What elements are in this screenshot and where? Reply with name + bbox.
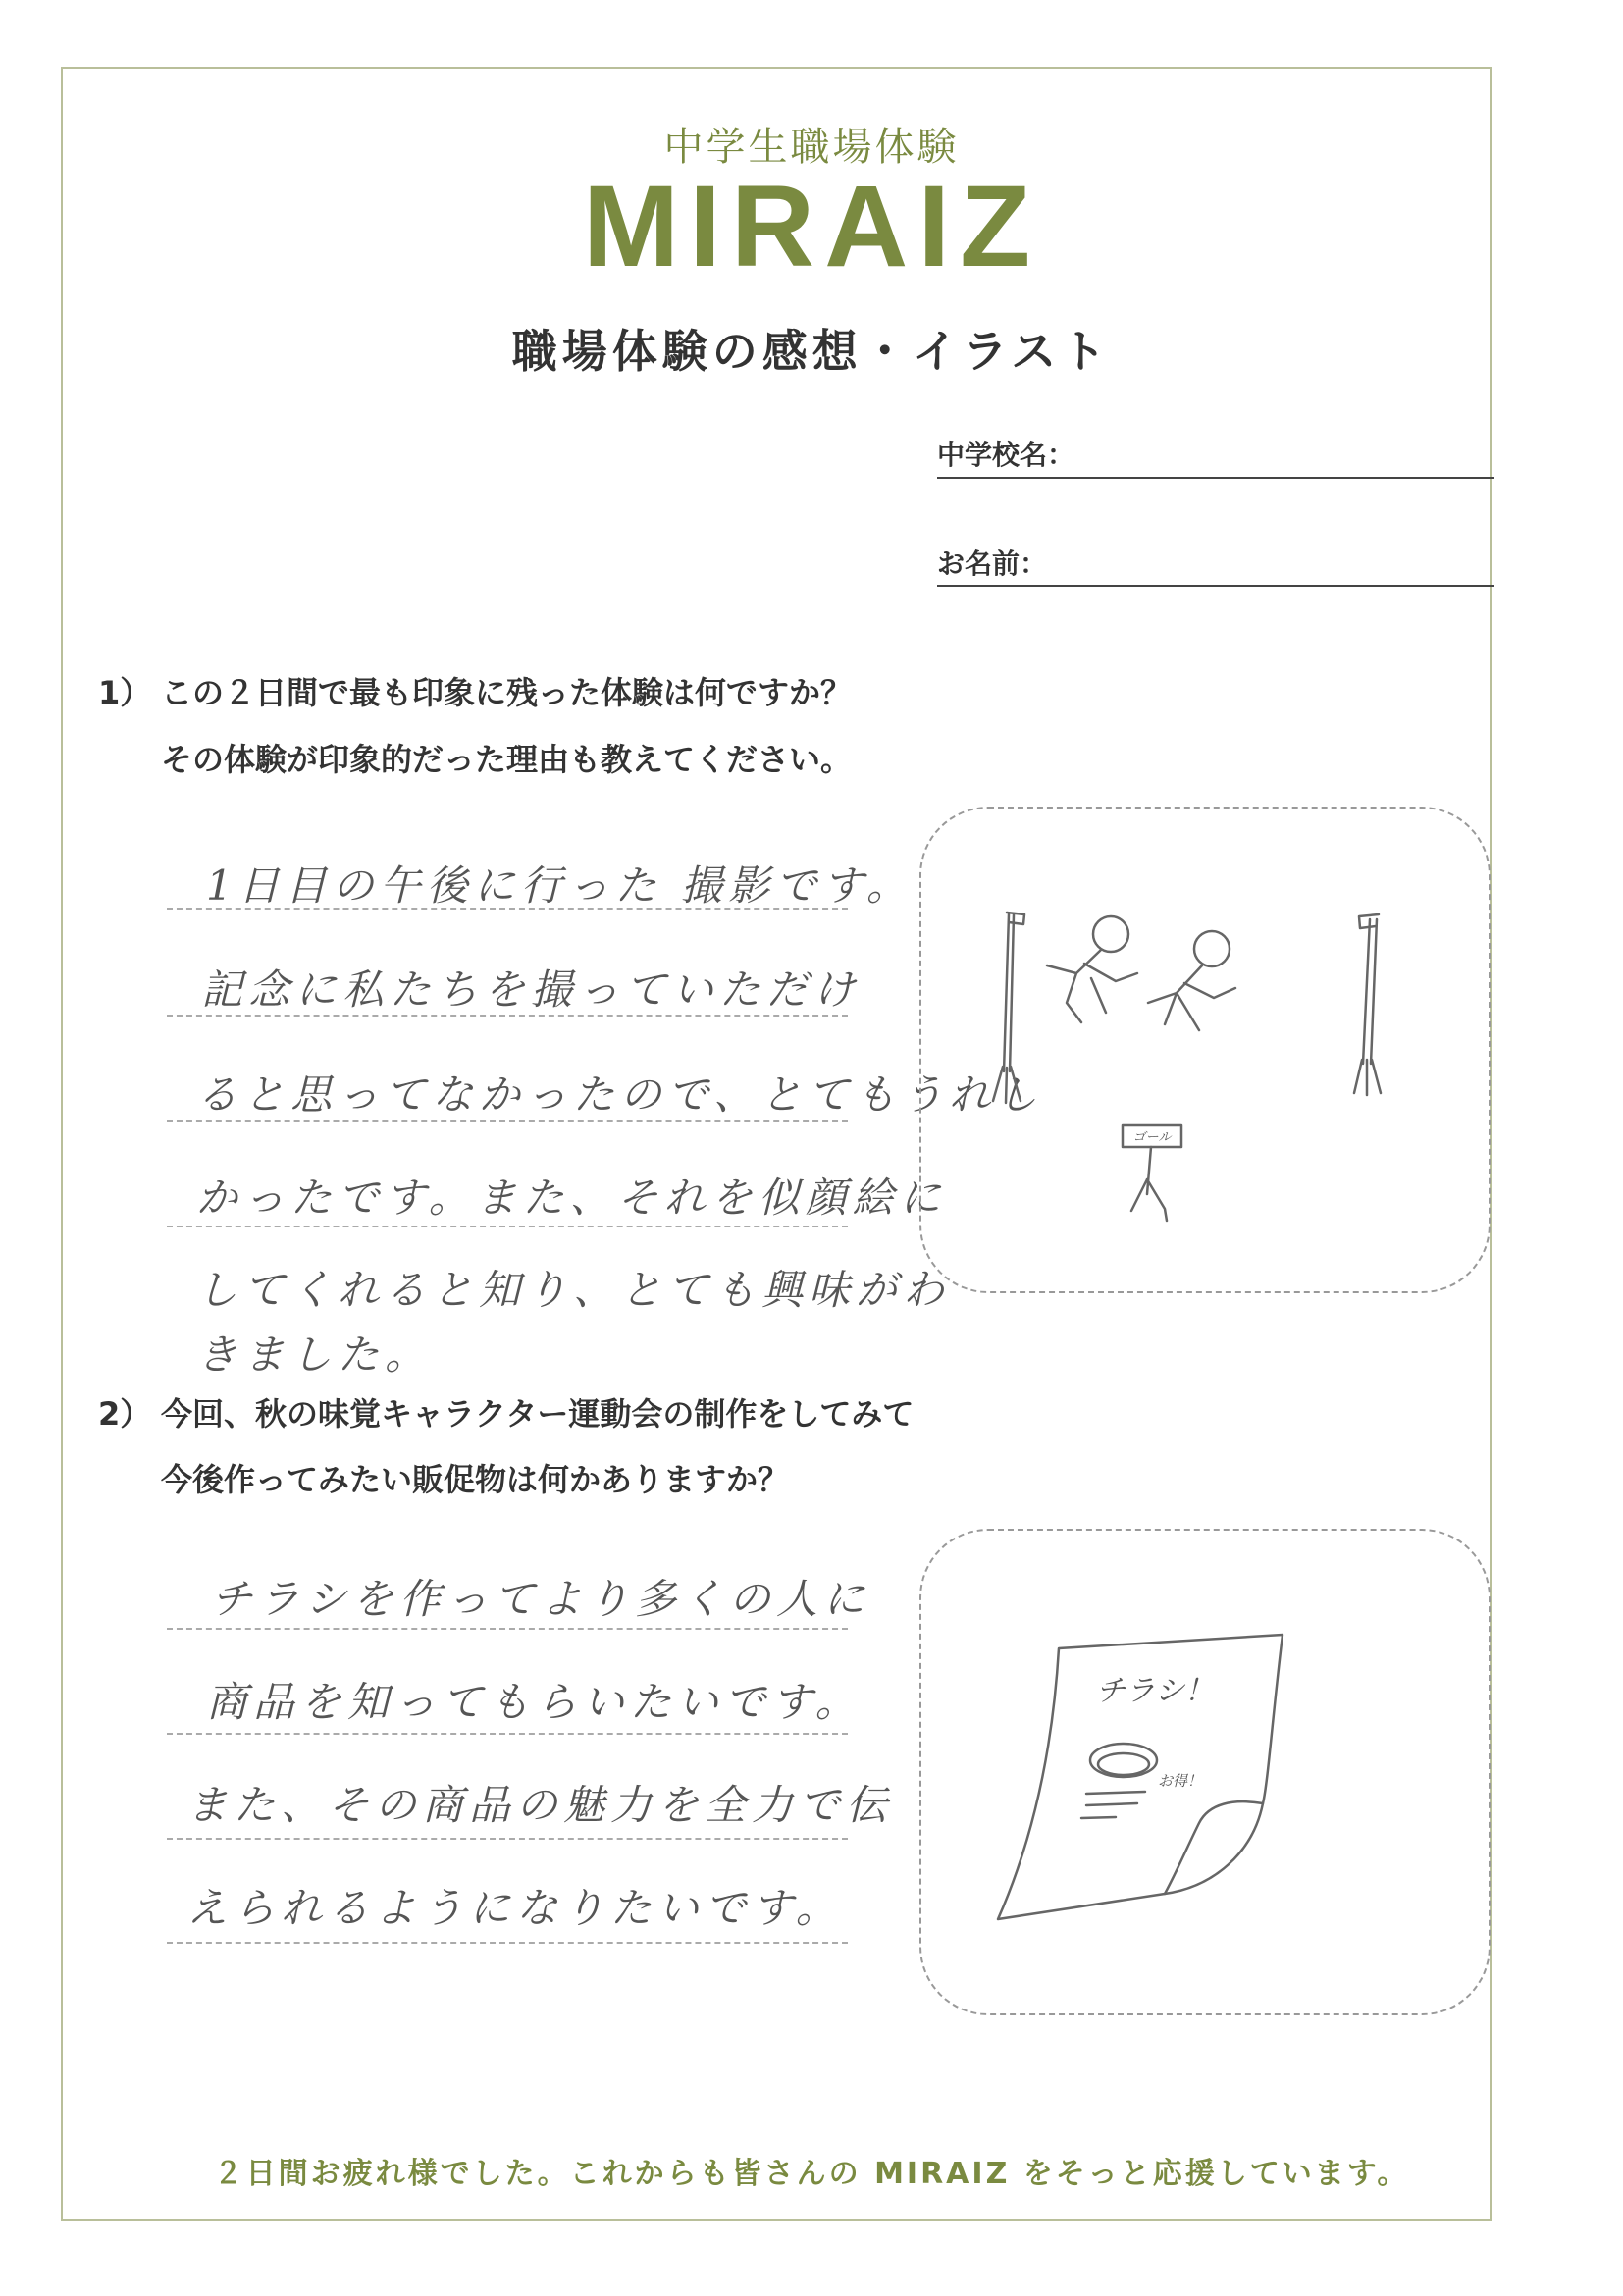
school-name-label: 中学校名： (937, 439, 1075, 471)
student-name-label: お名前： (937, 548, 1048, 580)
sketch-runner-head (1093, 916, 1128, 952)
sketch-product-inner (1098, 1753, 1149, 1775)
answer-1-rule (167, 1120, 848, 1122)
header-subtitle: 中学生職場体験 (663, 125, 960, 170)
sketch-runner-head (1194, 931, 1230, 966)
sketch-runner-body (1148, 965, 1235, 1030)
question-1-number: 1） (98, 674, 152, 711)
answer-1-line: きました。 (196, 1331, 433, 1379)
answer-2-line: 商品を知ってもらいたいです。 (206, 1678, 863, 1726)
sketch-sign-text: ゴール (1132, 1130, 1172, 1145)
answer-2-line: えられるようになりたいです。 (186, 1884, 843, 1932)
sketch-pole-right (1363, 919, 1377, 1064)
question-2-line-1: 今回、秋の味覚キャラクター運動会の制作をしてみて (161, 1395, 915, 1433)
answer-2-line: また、その商品の魅力を全力で伝 (186, 1781, 894, 1829)
answer-1-rule (167, 1015, 848, 1017)
sketch-pole-base-right (1354, 1060, 1381, 1095)
answer-1-line: してくれると知り、とても興味がわ (196, 1266, 951, 1314)
question-1-line-1: この２日間で最も印象に残った体験は何ですか？ (161, 674, 853, 711)
miraiz-logo: MIRAIZ (582, 162, 1041, 291)
school-name-field[interactable] (937, 477, 1494, 479)
answer-1-rule (167, 1226, 848, 1227)
footer-message: ２日間お疲れ様でした。これからも皆さんの MIRAIZ をそっと応援しています。 (213, 2157, 1410, 2191)
answer-2-rule (167, 1838, 848, 1840)
sketch-flyer-title: チラシ！ (1096, 1674, 1214, 1708)
student-name-field[interactable] (937, 585, 1494, 587)
sketch-pole-base-left (993, 1067, 1021, 1103)
answer-1-line: かったです。また、それを似顔絵に (196, 1174, 947, 1222)
answer-2-rule (167, 1628, 848, 1630)
answer-2-rule (167, 1733, 848, 1735)
answer-2-rule (167, 1942, 848, 1944)
sketch-flyer-note: お得！ (1158, 1772, 1203, 1790)
question-2-number: 2） (98, 1395, 152, 1433)
answer-2-line: チラシを作ってより多くの人に (211, 1575, 871, 1623)
sketch-pole-left (1004, 914, 1014, 1071)
sketch-runner-body (1047, 950, 1137, 1022)
answer-1-line: 1日目の午後に行った 撮影です。 (206, 861, 914, 910)
question-2-line-2: 今後作ってみたい販促物は何かありますか？ (161, 1461, 790, 1498)
sketch-camera-person (1131, 1147, 1167, 1221)
sheet-title: 職場体験の感想・イラスト (511, 325, 1112, 378)
flyer-sketch (919, 1529, 1491, 2015)
question-1-line-2: その体験が印象的だった理由も教えてください。 (161, 741, 853, 778)
sketch-flyer-curl (1165, 1801, 1263, 1894)
answer-1-line: ると思ってなかったので、とてもうれし (196, 1070, 1044, 1119)
sketch-flyer-text-lines (1081, 1792, 1145, 1818)
answer-1-rule (167, 908, 848, 910)
race-sketch (919, 807, 1491, 1293)
answer-1-line: 記念に私たちを撮っていただけ (201, 965, 862, 1014)
